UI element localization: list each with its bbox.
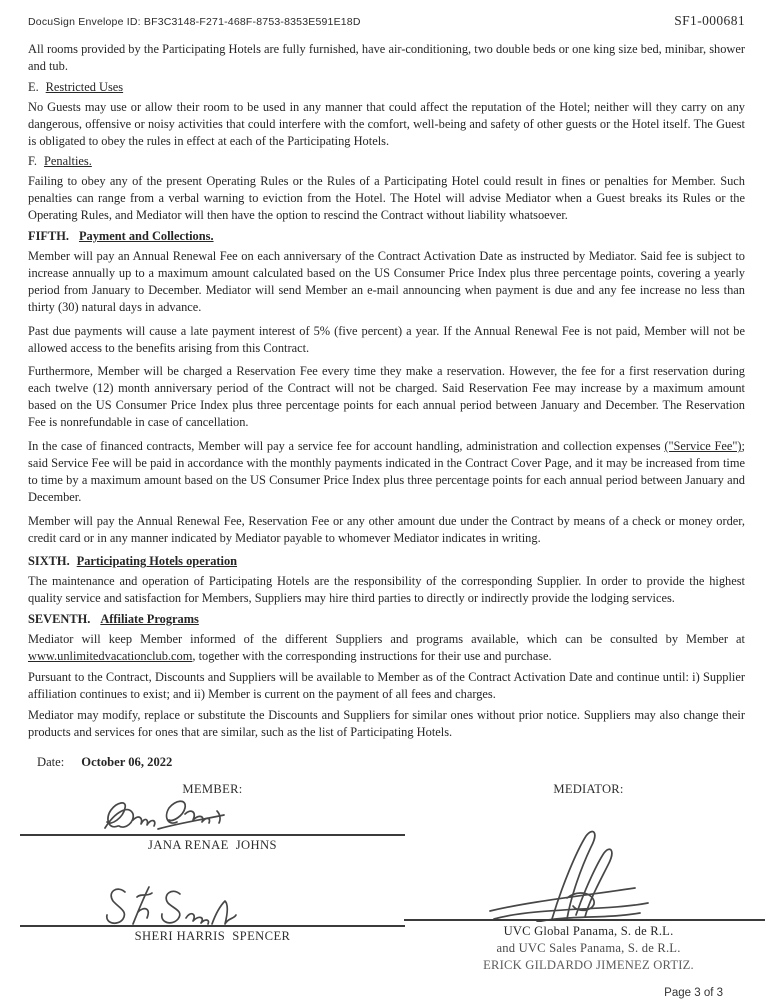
member-signature-line-1 <box>20 834 405 836</box>
date-line <box>37 754 745 771</box>
heading-penalties <box>28 153 745 170</box>
heading-title: Restricted Uses <box>45 79 124 94</box>
member2-printed-name: SHERI HARRIS SPENCER <box>134 929 291 944</box>
affiliate-post: , together with the corresponding instructions for their use and purchase. <box>192 649 552 663</box>
mediator-company-line2: and UVC Sales Panama, S. de R.L. <box>496 941 681 956</box>
date-label: Date: <box>37 754 65 769</box>
service-fee-term: ("Service Fee") <box>664 439 742 454</box>
mediator-label: MEDIATOR: <box>553 782 624 797</box>
paragraph-affiliate <box>28 631 745 665</box>
member-signature-2-sheri <box>95 882 243 928</box>
document-body <box>0 29 773 770</box>
affiliate-pre: Mediator will keep Member informed of the different Suppliers and programs available, which can be consulted by Member at <box>28 632 745 647</box>
heading-title: Participating Hotels operation <box>76 554 238 569</box>
paragraph-pursuant: Pursuant to the Contract, Discounts and Suppliers will be available to Member as of the Contract Activation Date and continue until: i) Supplier affiliation continues to exist; and ii) Member is current on the payment of all fees and charges. <box>28 669 745 701</box>
mediator-company-line1: UVC Global Panama, S. de R.L. <box>503 924 674 939</box>
mediator-printed-name: ERICK GILDARDO JIMENEZ ORTIZ. <box>483 958 694 973</box>
docusign-envelope-id: DocuSign Envelope ID: BF3C3148-F271-468F-8753-8353E591E18D <box>28 16 361 28</box>
heading-fifth <box>28 228 745 245</box>
document-reference-number: SF1-000681 <box>674 13 745 28</box>
heading-prefix: SIXTH. <box>28 554 70 569</box>
service-fee-post: ; said Service Fee will be paid in accordance with the monthly payments indicated in the Contract Cover Page, and it may be increased from time to time by a maximum amount based on the US Consumer Price Index plus three percentage points for each annual period between January and December. <box>28 439 745 504</box>
mediator-signature-line <box>404 919 765 921</box>
heading-prefix: SEVENTH. <box>28 612 91 627</box>
website-link-text: www.unlimitedvacationclub.com <box>28 649 193 663</box>
paragraph-modify: Mediator may modify, replace or substitute the Discounts and Suppliers for similar ones without prior notice. Suppliers may also change their products and services for ones that are similar, such as the list of Participating Hotels. <box>28 707 745 739</box>
member-signature-1-jana <box>100 794 232 838</box>
paragraph-past-due: Past due payments will cause a late payment interest of 5% (five percent) a year. If the Annual Renewal Fee is not paid, Member will not be allowed access to the benefits arising from this Contract. <box>28 323 745 355</box>
signature-section <box>0 772 773 1000</box>
heading-restricted-uses <box>28 79 745 96</box>
heading-sixth <box>28 553 745 570</box>
paragraph-payment-means: Member will pay the Annual Renewal Fee, Reservation Fee or any other amount due under the Contract by means of a check or money order, credit card or in any manner indicated by Mediator payable to whomever Mediator indicates in writing. <box>28 513 745 545</box>
heading-prefix: E. <box>28 79 39 94</box>
date-value: October 06, 2022 <box>81 754 173 769</box>
page-header <box>0 0 773 29</box>
paragraph-maintenance: The maintenance and operation of Participating Hotels are the responsibility of the corresponding Supplier. In order to provide the highest quality service and satisfaction for Members, Suppliers may hire third parties to directly or indirectly provide the lodging services. <box>28 574 745 606</box>
page-number: Page 3 of 3 <box>664 987 723 1000</box>
member-signature-line-2 <box>20 925 405 927</box>
member-label: MEMBER: <box>182 782 243 797</box>
paragraph-failing: Failing to obey any of the present Operating Rules or the Rules of a Participating Hotel could result in fines or penalties for Member. Such penalties can range from a verbal warning to eviction from the Hotel. The Hotel will advise Mediator when a Guest breaks its Rules or the Operating Rules, and Mediator will then have the option to rescind the Contract without liability whatsoever. <box>28 174 745 223</box>
paragraph-no-guests: No Guests may use or allow their room to be used in any manner that could affect the reputation of the Hotel; neither will they carry on any dangerous, offensive or noisy activities that could interfere with the comfort, well-being and safety of other guests or the Hotel itself. The Guest is obligated to obey the rules in effect at each of the Participating Hotels. <box>28 99 745 148</box>
paragraph-rooms: All rooms provided by the Participating Hotels are fully furnished, have air-conditioning, two double beds or one king size bed, minibar, shower and tub. <box>28 42 745 73</box>
member1-printed-name: JANA RENAE JOHNS <box>148 838 277 853</box>
heading-prefix: FIFTH. <box>28 229 69 244</box>
heading-title: Penalties. <box>44 154 92 169</box>
heading-title: Affiliate Programs <box>100 612 199 627</box>
heading-title: Payment and Collections. <box>78 229 214 244</box>
mediator-signature-erick <box>482 828 668 922</box>
paragraph-service-fee <box>28 438 745 506</box>
heading-prefix: F. <box>28 154 37 169</box>
paragraph-annual-fee: Member will pay an Annual Renewal Fee on each anniversary of the Contract Activation Date as instructed by Mediator. Said fee is subject to increase annually up to a maximum amount calculated based on the US Consumer Price Index plus three percentage points, covering a yearly period from January to December. Mediator will send Member an e-mail announcing when payment is due and any fee increase no less than thirty (30) natural days in advance. <box>28 248 745 314</box>
service-fee-pre: In the case of financed contracts, Member will pay a service fee for account handling, administration and collection expenses <box>28 439 665 454</box>
heading-seventh <box>28 611 745 628</box>
paragraph-furthermore: Furthermore, Member will be charged a Reservation Fee every time they make a reservation. However, the fee for a first reservation during each twelve (12) month anniversary period of the Contract will not be charged. Said Reservation Fee may increase by a maximum amount based on the US Consumer Price Index plus three percentage points for each annual period between January and December. The Reservation Fee is nonrefundable in case of cancellation. <box>28 364 745 430</box>
